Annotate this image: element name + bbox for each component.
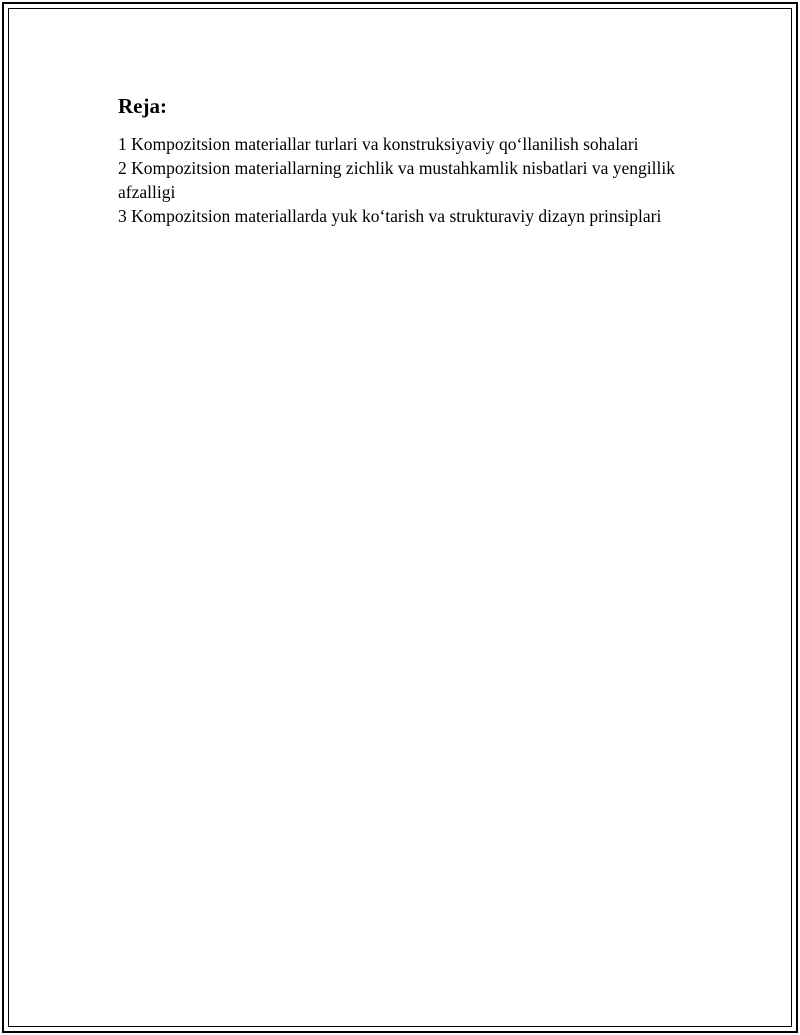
plan-item-3: 3 Kompozitsion materiallarda yuk ko‘tarish va strukturaviy dizayn prinsiplari — [118, 206, 662, 226]
plan-item-2: 2 Kompozitsion materiallarning zichlik va mustahkamlik nisbatlari va yengillik afzalligi — [118, 158, 675, 202]
plan-title: Reja: — [118, 94, 167, 118]
plan-list — [118, 132, 678, 228]
plan-item-1: 1 Kompozitsion materiallar turlari va konstruksiyaviy qo‘llanilish sohalari — [118, 134, 639, 154]
document-content — [118, 92, 678, 228]
